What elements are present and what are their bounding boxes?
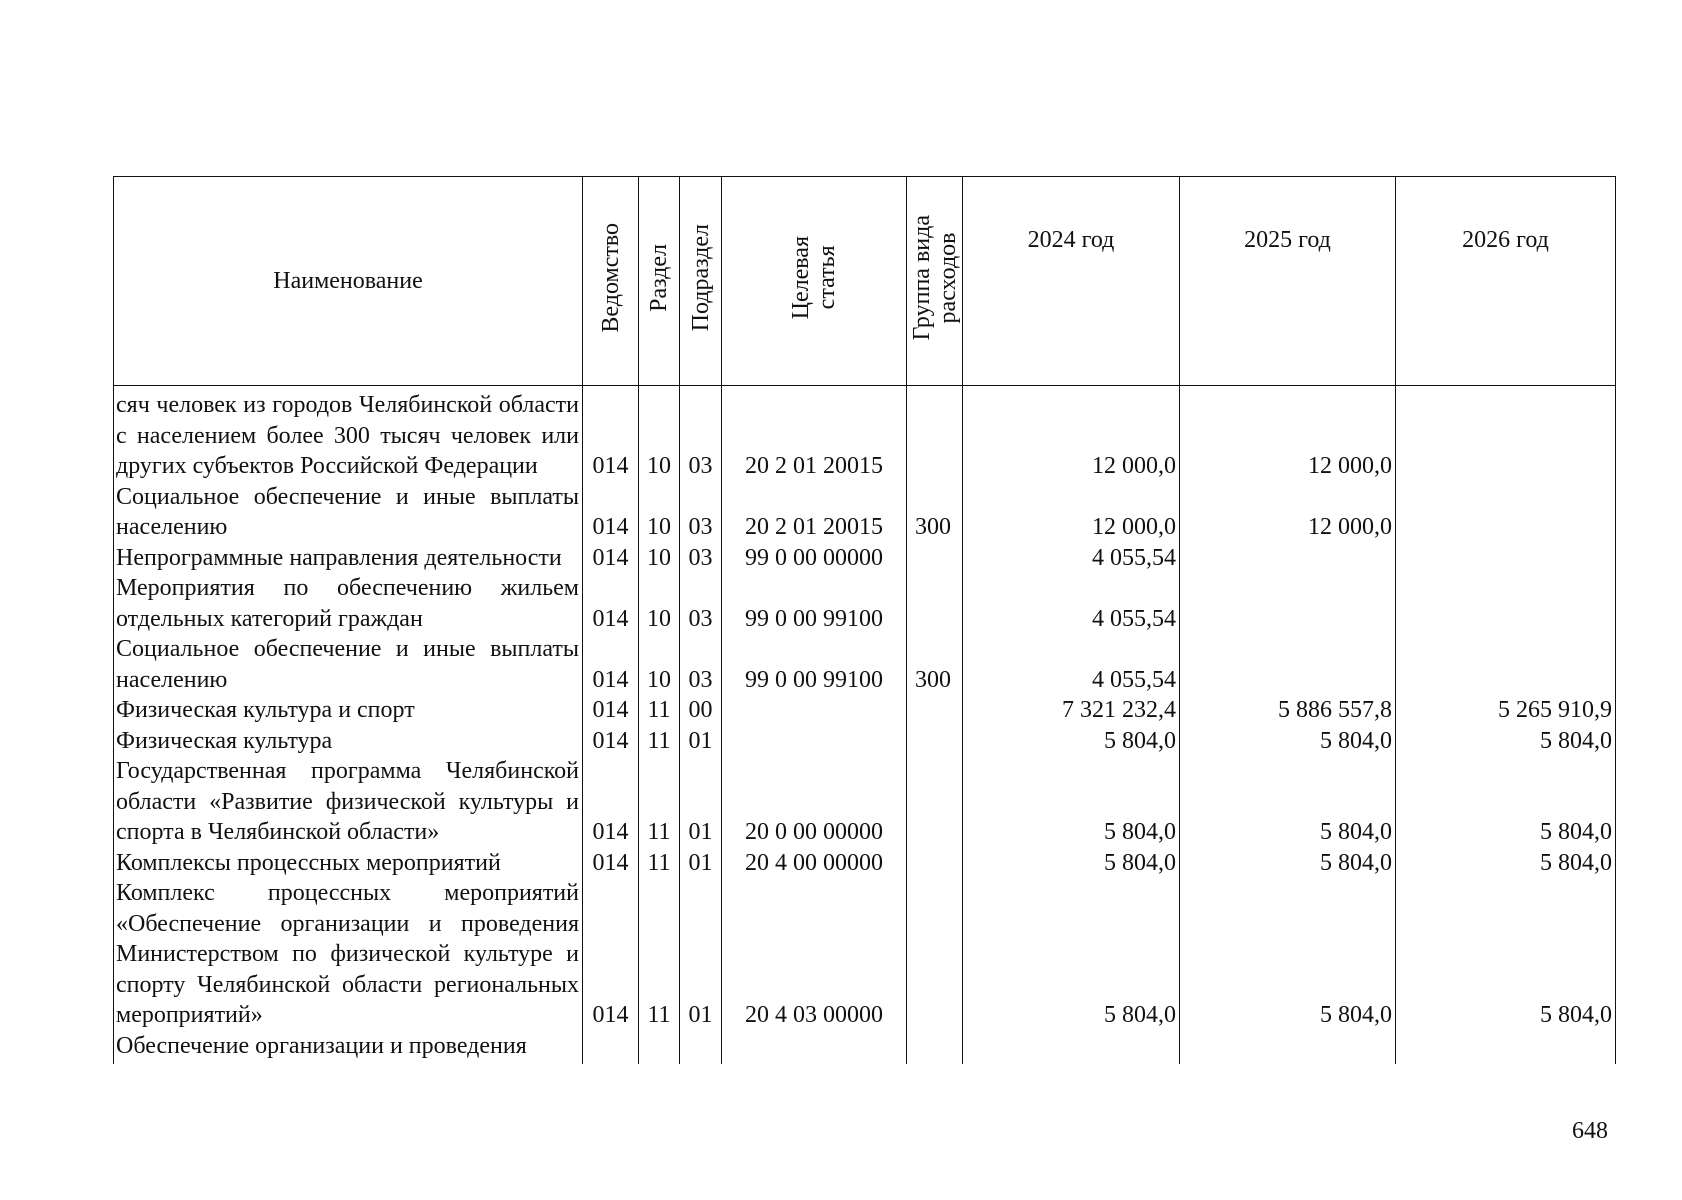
row-2026 xyxy=(1396,573,1616,634)
row-section: 10 xyxy=(639,543,680,574)
header-expense-group xyxy=(907,177,963,386)
table-row xyxy=(114,543,1616,574)
row-2026 xyxy=(1396,386,1616,482)
row-2025: 5 886 557,8 xyxy=(1180,695,1396,726)
budget-table xyxy=(113,176,1616,1064)
row-name: Мероприятия по обеспечению жильем отдельных категорий граждан xyxy=(114,573,583,634)
row-2026 xyxy=(1396,634,1616,695)
table-body xyxy=(114,386,1616,1065)
row-department: 014 xyxy=(583,573,639,634)
row-target: 20 2 01 20015 xyxy=(722,386,907,482)
header-target xyxy=(722,177,907,386)
row-2024: 4 055,54 xyxy=(963,634,1180,695)
row-2024 xyxy=(963,1031,1180,1065)
row-subsection: 03 xyxy=(680,543,722,574)
row-subsection: 03 xyxy=(680,482,722,543)
row-section: 11 xyxy=(639,695,680,726)
header-subsection: Подраздел xyxy=(680,177,722,386)
row-2026: 5 804,0 xyxy=(1396,848,1616,879)
header-target-line2: статья xyxy=(814,245,840,310)
table-row xyxy=(114,1031,1616,1065)
row-target: 99 0 00 99100 xyxy=(722,634,907,695)
row-department: 014 xyxy=(583,756,639,848)
row-2026: 5 265 910,9 xyxy=(1396,695,1616,726)
row-department: 014 xyxy=(583,482,639,543)
row-section: 10 xyxy=(639,573,680,634)
row-name: Социальное обеспечение и иные выплаты населению xyxy=(114,482,583,543)
header-year-2025: 2025 год xyxy=(1180,177,1396,386)
row-group: 300 xyxy=(907,482,963,543)
row-target: 20 0 00 00000 xyxy=(722,756,907,848)
row-group xyxy=(907,878,963,1031)
table-row xyxy=(114,848,1616,879)
row-department: 014 xyxy=(583,695,639,726)
row-section: 11 xyxy=(639,878,680,1031)
row-2025: 12 000,0 xyxy=(1180,386,1396,482)
row-group xyxy=(907,386,963,482)
header-year-2024: 2024 год xyxy=(963,177,1180,386)
row-2026: 5 804,0 xyxy=(1396,756,1616,848)
row-subsection: 01 xyxy=(680,726,722,757)
row-target: 99 0 00 99100 xyxy=(722,573,907,634)
header-name: Наименование xyxy=(114,177,583,386)
row-2025: 12 000,0 xyxy=(1180,482,1396,543)
row-target: 20 4 00 00000 xyxy=(722,848,907,879)
row-2024: 5 804,0 xyxy=(963,726,1180,757)
row-section: 10 xyxy=(639,634,680,695)
header-group-line2: расходов xyxy=(934,232,961,323)
row-name: Комплекс процессных мероприятий «Обеспечение организации и проведения Министерством по физической культуре и спорту Челябинской области региональных мероприятий» xyxy=(114,878,583,1031)
row-group xyxy=(907,1031,963,1065)
row-name: Государственная программа Челябинской области «Развитие физической культуры и спорта в Челябинской области» xyxy=(114,756,583,848)
row-2025: 5 804,0 xyxy=(1180,756,1396,848)
row-name: сяч человек из городов Челябинской области с населением более 300 тысяч человек или других субъектов Российской Федерации xyxy=(114,386,583,482)
row-group xyxy=(907,726,963,757)
table-row xyxy=(114,695,1616,726)
row-name: Обеспечение организации и проведения xyxy=(114,1031,583,1065)
table-row xyxy=(114,634,1616,695)
row-section: 11 xyxy=(639,726,680,757)
row-target xyxy=(722,1031,907,1065)
table-row xyxy=(114,573,1616,634)
row-2024: 5 804,0 xyxy=(963,756,1180,848)
row-subsection: 01 xyxy=(680,756,722,848)
row-group xyxy=(907,543,963,574)
row-2025: 5 804,0 xyxy=(1180,726,1396,757)
row-name: Физическая культура xyxy=(114,726,583,757)
row-name: Социальное обеспечение и иные выплаты населению xyxy=(114,634,583,695)
row-2026 xyxy=(1396,1031,1616,1065)
row-2026 xyxy=(1396,482,1616,543)
row-department: 014 xyxy=(583,634,639,695)
row-department: 014 xyxy=(583,726,639,757)
row-department: 014 xyxy=(583,848,639,879)
table-row xyxy=(114,756,1616,848)
row-section xyxy=(639,1031,680,1065)
row-2025 xyxy=(1180,634,1396,695)
row-subsection: 01 xyxy=(680,848,722,879)
row-section: 10 xyxy=(639,482,680,543)
row-2025: 5 804,0 xyxy=(1180,878,1396,1031)
row-subsection: 00 xyxy=(680,695,722,726)
table-header-row xyxy=(114,177,1616,386)
row-2025: 5 804,0 xyxy=(1180,848,1396,879)
row-2024: 4 055,54 xyxy=(963,543,1180,574)
row-subsection: 03 xyxy=(680,634,722,695)
row-2025 xyxy=(1180,543,1396,574)
row-2026: 5 804,0 xyxy=(1396,878,1616,1031)
row-subsection xyxy=(680,1031,722,1065)
header-group-line1: Группа вида xyxy=(908,214,935,341)
row-section: 10 xyxy=(639,386,680,482)
row-name: Непрограммные направления деятельности xyxy=(114,543,583,574)
row-subsection: 03 xyxy=(680,573,722,634)
row-2026 xyxy=(1396,543,1616,574)
row-department: 014 xyxy=(583,543,639,574)
row-2024: 4 055,54 xyxy=(963,573,1180,634)
header-year-2026: 2026 год xyxy=(1396,177,1616,386)
row-target: 20 2 01 20015 xyxy=(722,482,907,543)
row-2024: 12 000,0 xyxy=(963,482,1180,543)
row-2026: 5 804,0 xyxy=(1396,726,1616,757)
row-2025 xyxy=(1180,1031,1396,1065)
row-department: 014 xyxy=(583,386,639,482)
row-2025 xyxy=(1180,573,1396,634)
row-subsection: 03 xyxy=(680,386,722,482)
row-name: Физическая культура и спорт xyxy=(114,695,583,726)
row-group: 300 xyxy=(907,634,963,695)
row-group xyxy=(907,573,963,634)
row-department xyxy=(583,1031,639,1065)
row-2024: 12 000,0 xyxy=(963,386,1180,482)
table-row xyxy=(114,386,1616,482)
row-department: 014 xyxy=(583,878,639,1031)
row-group xyxy=(907,695,963,726)
row-target xyxy=(722,695,907,726)
row-2024: 5 804,0 xyxy=(963,848,1180,879)
row-target xyxy=(722,726,907,757)
row-subsection: 01 xyxy=(680,878,722,1031)
row-section: 11 xyxy=(639,848,680,879)
row-name: Комплексы процессных мероприятий xyxy=(114,848,583,879)
row-group xyxy=(907,756,963,848)
row-target: 20 4 03 00000 xyxy=(722,878,907,1031)
header-target-line1: Целевая xyxy=(788,235,814,320)
header-section: Раздел xyxy=(639,177,680,386)
page-number: 648 xyxy=(1572,1118,1608,1144)
header-department: Ведомство xyxy=(583,177,639,386)
table-row xyxy=(114,878,1616,1031)
row-2024: 7 321 232,4 xyxy=(963,695,1180,726)
row-2024: 5 804,0 xyxy=(963,878,1180,1031)
row-group xyxy=(907,848,963,879)
table-row xyxy=(114,726,1616,757)
row-target: 99 0 00 00000 xyxy=(722,543,907,574)
row-section: 11 xyxy=(639,756,680,848)
table-row xyxy=(114,482,1616,543)
